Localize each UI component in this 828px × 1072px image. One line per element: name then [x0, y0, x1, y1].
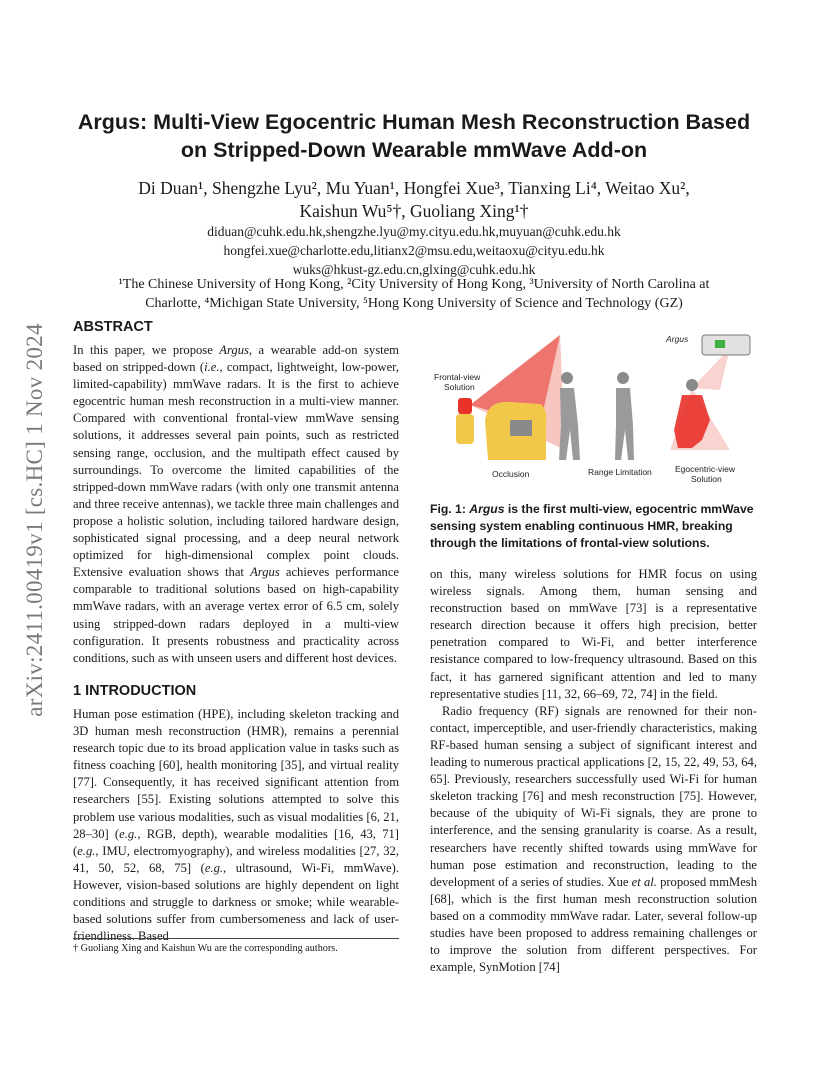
figure-1-caption: Fig. 1: Argus is the first multi-view, egocentric mmWave sensing system enabling continuous HMR, breaking through the limitations of frontal-view solutions. — [430, 502, 754, 550]
label-frontal-line2: Solution — [444, 382, 475, 392]
arxiv-identifier — [20, 290, 50, 750]
person-1-head — [561, 372, 573, 384]
affiliations-line-1: ¹The Chinese University of Hong Kong, ²City University of Hong Kong, ³University of North Carolina at — [118, 277, 710, 292]
affiliations-line-2: Charlotte, ⁴Michigan State University, ⁵Hong Kong University of Science and Technology (GZ) — [145, 296, 683, 311]
emails-line-1: diduan@cuhk.edu.hk,shengzhe.lyu@my.cityu.edu.hk,muyuan@cuhk.edu.hk — [207, 224, 621, 239]
label-argus: Argus — [666, 334, 689, 344]
corresponding-author-footnote: † Guoliang Xing and Kaishun Wu are the corresponding authors. — [73, 943, 338, 954]
frontal-radar-device — [458, 398, 472, 414]
authors-line-2: Kaishun Wu⁵†, Guoliang Xing¹† — [299, 201, 529, 221]
intro-paragraph-right-1: on this, many wireless solutions for HMR focus on using wireless signals. Among them, human sensing and reconstruction based on mmWave [73] is a representative research direction because it offers high precision, better penetration compared to Wi-Fi, and better interference resistance compared to low-frequency ultrasound. Based on this fact, it has garnered significant attention and led to many representative studies [11, 32, 66–69, 72, 74] in the field. — [430, 567, 757, 701]
argus-radar-chip — [715, 340, 725, 348]
label-egocentric-line2: Solution — [691, 474, 722, 484]
person-3-head — [686, 379, 698, 391]
person-1-body — [559, 388, 580, 460]
frontal-radar-stand — [456, 414, 474, 444]
label-occlusion: Occlusion — [492, 469, 530, 479]
figure-1-svg — [430, 330, 757, 490]
person-2-body — [615, 388, 634, 460]
affiliations — [60, 275, 768, 313]
abstract-paragraph: In this paper, we propose Argus, a wearable add-on system based on stripped-down (i.e., compact, lightweight, low-power, limited-capability) mmWave radars. It is the first to achieve egocentric human mesh reconstruction in a multi-view manner. Compared with conventional frontal-view mmWave sensing solutions, it addresses several pain points, such as restricted sensing range, occlusion, and the multipath effect caused by surroundings. To overcome the limited capabilities of the stripped-down mmWave radars (with only one transmit antenna and three receive antennas), we tackle three main challenges and propose a holistic solution, including tailored hardware design, sophisticated signal processing, and a deep neural network optimized for high-dimensional complex point clouds. Extensive evaluation shows that Argus achieves performance comparable to traditional solutions based on high-capability mmWave radars, with an average vertex error of 6.5 cm, solely using stripped-down radars deployed in a multi-view configuration. It presents robustness and practicality across conditions, such as with unseen users and different host devices. — [73, 343, 399, 665]
footnote-divider — [73, 938, 399, 939]
intro-paragraph-right-2: Radio frequency (RF) signals are renowned for their non-contact, imperceptible, and user-friendly characteristics, making RF-based human sensing a subject of significant interest and leading to numerous practical applications [2, 15, 22, 49, 53, 64, 65]. Previously, researchers successfully used Wi-Fi for human skeleton tracking [76] and mesh reconstruction [75]. However, because of the ubiquity of Wi-Fi signals, they are prone to interference, and the sensing granularity is coarse. As a result, researchers have recently shifted towards using mmWave for human pose estimation and reconstruction, leading to the development of a series of studies. Xue et al. proposed mmMesh [68], which is the first human mesh reconstruction solution based on a commodity mmWave radar. Later, several follow-up studies have been proposed to address remaining challenges or to improve the solution from different perspectives. For example, SynMotion [74] — [430, 703, 757, 975]
introduction-left-column — [73, 706, 399, 945]
figure-1-illustration — [430, 330, 757, 490]
arxiv-identifier-text: arXiv:2411.00419v1 [cs.HC] 1 Nov 2024 — [22, 323, 48, 717]
emails-line-3: wuks@hkust-gz.edu.cn,glxing@cuhk.edu.hk — [292, 262, 536, 277]
intro-paragraph-1: Human pose estimation (HPE), including skeleton tracking and 3D human mesh reconstruction (HMR), remains a perennial research topic due to its broad application value in tasks such as fitness coaching [60], health monitoring [35], and virtual reality [77]. Consequently, it has received significant attention from researchers [55]. Existing solutions attempted to solve this problem use various modalities, such as visual modalities [6, 21, 28–30] (e.g., RGB, depth), wearable modalities [16, 43, 71] (e.g., IMU, electromyography), and wireless modalities [27, 32, 41, 50, 52, 68, 75] (e.g., ultrasound, Wi-Fi, mmWave). However, vision-based solutions are highly dependent on light conditions and struggle to darkness or smoke; while wearable-based solutions suffer from cumbersomeness and lack of user-friendliness. Based — [73, 707, 399, 944]
person-2-head — [617, 372, 629, 384]
introduction-heading: 1 INTRODUCTION — [73, 683, 197, 699]
author-list — [60, 177, 768, 223]
title-line-2: on Stripped-Down Wearable mmWave Add-on — [180, 138, 648, 162]
paper-title — [60, 108, 768, 164]
authors-line-1: Di Duan¹, Shengzhe Lyu², Mu Yuan¹, Hongfei Xue³, Tianxing Li⁴, Weitao Xu², — [138, 178, 690, 198]
argus-device-inset — [702, 335, 750, 355]
title-line-1: Argus: Multi-View Egocentric Human Mesh Reconstruction Based — [77, 110, 751, 134]
emails-line-2: hongfei.xue@charlotte.edu,litianx2@msu.edu,weitaoxu@cityu.edu.hk — [223, 243, 605, 258]
label-egocentric-line1: Egocentric-view — [675, 464, 735, 474]
occluded-person — [510, 420, 532, 436]
label-frontal-line1: Frontal-view — [434, 372, 481, 382]
label-range-limitation: Range Limitation — [588, 467, 652, 477]
author-emails — [60, 222, 768, 279]
introduction-right-column — [430, 566, 757, 976]
abstract-body — [73, 342, 399, 667]
abstract-heading: ABSTRACT — [73, 319, 153, 335]
